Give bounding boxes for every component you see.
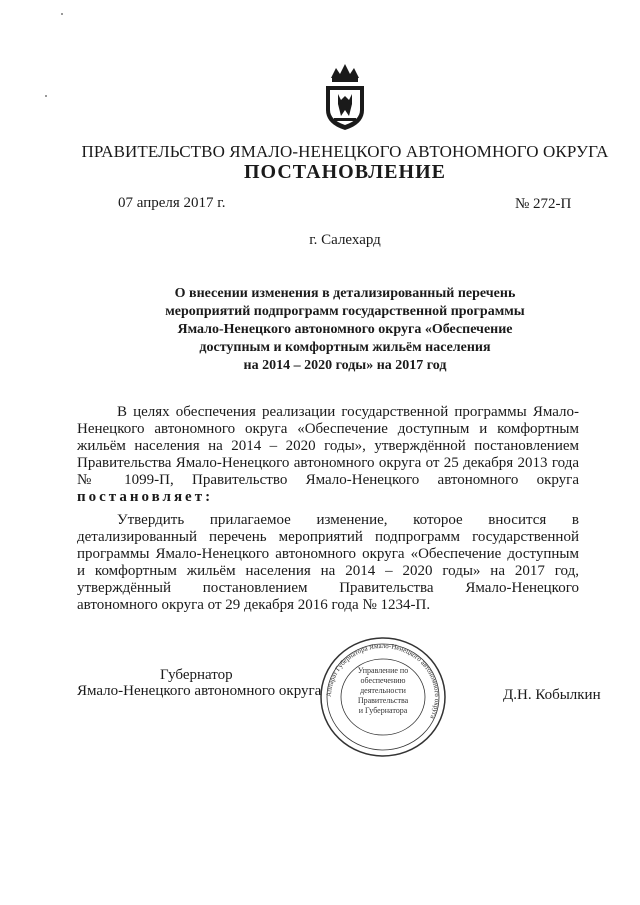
resolution-paragraph xyxy=(77,512,579,614)
seal-line: обеспечению xyxy=(360,676,406,685)
document-type: ПОСТАНОВЛЕНИЕ xyxy=(244,161,446,183)
subject-line: на 2014 – 2020 годы» на 2017 год xyxy=(243,358,447,373)
seal-inner-text xyxy=(343,666,423,716)
signatory-title: Губернатор xyxy=(160,667,233,683)
signatory-region: Ямало-Ненецкого автономного округа xyxy=(77,683,322,699)
preamble-paragraph xyxy=(77,404,579,506)
seal-ring-text: Аппарат Губернатора Ямало-Ненецкого автономного округа xyxy=(324,641,442,721)
seal-line: деятельности xyxy=(360,686,406,695)
subject-line: мероприятий подпрограмм государственной программы xyxy=(165,304,525,319)
seal-line: Правительства xyxy=(357,696,409,705)
subject-line: Ямало-Ненецкого автономного округа «Обеспечение xyxy=(177,322,513,337)
coat-of-arms-icon xyxy=(322,60,368,132)
seal-line: и Губернатора xyxy=(358,706,408,715)
signatory-name: Д.Н. Кобылкин xyxy=(503,687,601,703)
resolution-text: Утвердить прилагаемое изменение, которое вносится в детализированный перечень мероприятий подпрограмм государственной программы Ямало-Ненецкого автономного округа «Обеспечение доступным и комфортным жильём населения на 2014 – 2020 годы» на 2017 год, утверждённый постановлением Правительства Ямало-Ненецкого автономного округа от 29 декабря 2016 года № 1234-П. xyxy=(77,512,579,613)
subject-line: О внесении изменения в детализированный перечень xyxy=(174,286,516,301)
subject-line: доступным и комфортным жильём населения xyxy=(199,340,491,355)
seal-line: Управление по xyxy=(357,666,409,675)
scan-speck xyxy=(45,95,47,97)
decree-word: постановляет: xyxy=(77,489,214,505)
scan-speck xyxy=(61,13,63,15)
preamble-text: В целях обеспечения реализации государственной программы Ямало-Ненецкого автономного округа «Обеспечение доступным и комфортным жильём населения на 2014 – 2020 годы», утверждённой постановлением Правительства Ямало-Ненецкого автономного округа от 25 декабря 2013 года № 1099-П, Правительство Ямало-Ненецкого автономного округа xyxy=(77,404,579,488)
document-city: г. Салехард xyxy=(309,232,381,248)
document-subject xyxy=(120,285,570,375)
government-title: ПРАВИТЕЛЬСТВО ЯМАЛО-НЕНЕЦКОГО АВТОНОМНОГО ОКРУГА xyxy=(81,142,609,161)
document-date: 07 апреля 2017 г. xyxy=(118,195,226,211)
document-number: № 272-П xyxy=(515,196,572,212)
